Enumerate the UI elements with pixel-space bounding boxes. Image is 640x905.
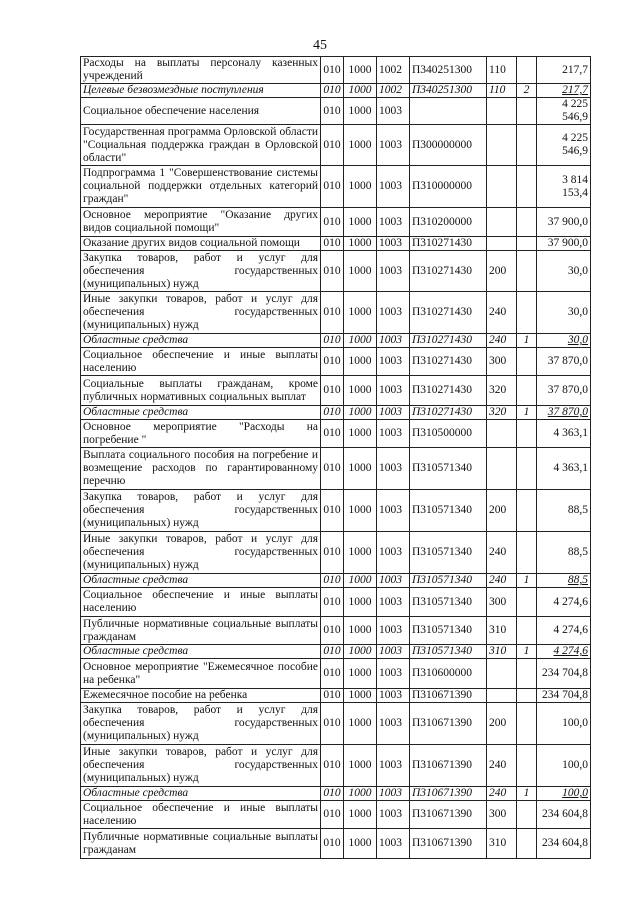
expense-type-cell [487, 125, 517, 166]
table-row [81, 703, 591, 745]
funding-source-cell [517, 237, 537, 251]
expense-name-cell: Основное мероприятие "Расходы на погребение " [81, 420, 321, 448]
article-code-cell: 1003 [377, 237, 410, 251]
table-row [81, 98, 591, 125]
target-code-cell [410, 98, 487, 125]
subsection-code-cell: 1000 [344, 98, 377, 125]
amount-cell: 37 900,0 [537, 208, 591, 237]
section-code-cell: 010 [321, 645, 344, 659]
subsection-code-cell: 1000 [344, 787, 377, 801]
subsection-code-cell: 1000 [344, 801, 377, 829]
funding-source-cell [517, 348, 537, 376]
article-code-cell: 1003 [377, 348, 410, 376]
article-code-cell: 1003 [377, 376, 410, 406]
expense-type-cell [487, 448, 517, 490]
target-code-cell: П310571340 [410, 617, 487, 645]
amount-cell: 4 363,1 [537, 420, 591, 448]
article-code-cell: 1003 [377, 829, 410, 859]
article-code-cell: 1003 [377, 689, 410, 703]
section-code-cell: 010 [321, 801, 344, 829]
article-code-cell: 1003 [377, 490, 410, 532]
funding-source-cell: 1 [517, 406, 537, 420]
table-row [81, 689, 591, 703]
subsection-code-cell: 1000 [344, 689, 377, 703]
funding-source-cell: 2 [517, 84, 537, 98]
target-code-cell: П310271430 [410, 251, 487, 292]
amount-cell: 217,7 [537, 84, 591, 98]
section-code-cell: 010 [321, 57, 344, 84]
expense-name-cell: Публичные нормативные социальные выплаты гражданам [81, 829, 321, 859]
expense-type-cell: 300 [487, 588, 517, 617]
table-row [81, 490, 591, 532]
expense-name-cell: Выплата социального пособия на погребение и возмещение расходов по гарантированному перечню [81, 448, 321, 490]
section-code-cell: 010 [321, 334, 344, 348]
expense-name-cell: Иные закупки товаров, работ и услуг для обеспечения государственных (муниципальных) нужд [81, 745, 321, 787]
table-row [81, 57, 591, 84]
table-row [81, 237, 591, 251]
funding-source-cell [517, 689, 537, 703]
expense-name-cell: Социальные выплаты гражданам, кроме публичных нормативных социальных выплат [81, 376, 321, 406]
article-code-cell: 1003 [377, 292, 410, 334]
expense-name-cell: Социальное обеспечение и иные выплаты населению [81, 348, 321, 376]
target-code-cell: П310671390 [410, 829, 487, 859]
amount-cell: 30,0 [537, 251, 591, 292]
funding-source-cell: 1 [517, 645, 537, 659]
target-code-cell: П310571340 [410, 532, 487, 574]
amount-cell: 30,0 [537, 292, 591, 334]
target-code-cell: П300000000 [410, 125, 487, 166]
article-code-cell: 1003 [377, 208, 410, 237]
expense-type-cell [487, 166, 517, 208]
target-code-cell: П310571340 [410, 645, 487, 659]
amount-cell: 4 274,6 [537, 645, 591, 659]
amount-cell: 234 704,8 [537, 659, 591, 689]
article-code-cell: 1003 [377, 334, 410, 348]
expense-type-cell: 320 [487, 376, 517, 406]
expense-name-cell: Областные средства [81, 645, 321, 659]
table-row [81, 588, 591, 617]
section-code-cell: 010 [321, 208, 344, 237]
subsection-code-cell: 1000 [344, 57, 377, 84]
section-code-cell: 010 [321, 490, 344, 532]
expense-type-cell: 310 [487, 645, 517, 659]
section-code-cell: 010 [321, 406, 344, 420]
target-code-cell: П310271430 [410, 376, 487, 406]
amount-cell: 88,5 [537, 574, 591, 588]
table-row [81, 659, 591, 689]
funding-source-cell [517, 208, 537, 237]
expense-name-cell: Социальное обеспечение населения [81, 98, 321, 125]
expense-name-cell: Областные средства [81, 787, 321, 801]
expense-name-cell: Основное мероприятие "Ежемесячное пособие на ребенка" [81, 659, 321, 689]
expense-type-cell: 110 [487, 57, 517, 84]
section-code-cell: 010 [321, 617, 344, 645]
subsection-code-cell: 1000 [344, 334, 377, 348]
amount-cell: 3 814 153,4 [537, 166, 591, 208]
subsection-code-cell: 1000 [344, 420, 377, 448]
subsection-code-cell: 1000 [344, 166, 377, 208]
article-code-cell: 1003 [377, 801, 410, 829]
funding-source-cell [517, 292, 537, 334]
expense-type-cell: 240 [487, 292, 517, 334]
subsection-code-cell: 1000 [344, 490, 377, 532]
section-code-cell: 010 [321, 98, 344, 125]
article-code-cell: 1003 [377, 787, 410, 801]
amount-cell: 37 900,0 [537, 237, 591, 251]
target-code-cell: П310671390 [410, 801, 487, 829]
table-row [81, 406, 591, 420]
expense-type-cell: 240 [487, 745, 517, 787]
section-code-cell: 010 [321, 829, 344, 859]
amount-cell: 217,7 [537, 57, 591, 84]
table-row [81, 376, 591, 406]
amount-cell: 88,5 [537, 532, 591, 574]
expense-name-cell: Иные закупки товаров, работ и услуг для обеспечения государственных (муниципальных) нужд [81, 532, 321, 574]
subsection-code-cell: 1000 [344, 659, 377, 689]
article-code-cell: 1003 [377, 703, 410, 745]
article-code-cell: 1003 [377, 532, 410, 574]
expense-name-cell: Подпрограмма 1 "Совершенствование системы социальной поддержки отдельных категорий граждан" [81, 166, 321, 208]
article-code-cell: 1003 [377, 588, 410, 617]
target-code-cell: П310571340 [410, 448, 487, 490]
funding-source-cell [517, 703, 537, 745]
budget-table [80, 56, 591, 859]
expense-name-cell: Целевые безвозмездные поступления [81, 84, 321, 98]
table-row [81, 645, 591, 659]
amount-cell: 4 274,6 [537, 617, 591, 645]
expense-name-cell: Закупка товаров, работ и услуг для обеспечения государственных (муниципальных) нужд [81, 490, 321, 532]
funding-source-cell [517, 745, 537, 787]
table-row [81, 166, 591, 208]
target-code-cell: П310671390 [410, 703, 487, 745]
table-row [81, 334, 591, 348]
table-row [81, 125, 591, 166]
target-code-cell: П310000000 [410, 166, 487, 208]
target-code-cell: П310571340 [410, 588, 487, 617]
expense-name-cell: Государственная программа Орловской области "Социальная поддержка граждан в Орловской области" [81, 125, 321, 166]
amount-cell: 4 225 546,9 [537, 125, 591, 166]
table-row [81, 292, 591, 334]
section-code-cell: 010 [321, 251, 344, 292]
subsection-code-cell: 1000 [344, 617, 377, 645]
funding-source-cell [517, 420, 537, 448]
article-code-cell: 1002 [377, 84, 410, 98]
table-row [81, 574, 591, 588]
expense-type-cell: 200 [487, 703, 517, 745]
funding-source-cell: 1 [517, 574, 537, 588]
target-code-cell: П340251300 [410, 57, 487, 84]
amount-cell: 37 870,0 [537, 348, 591, 376]
subsection-code-cell: 1000 [344, 237, 377, 251]
section-code-cell: 010 [321, 532, 344, 574]
amount-cell: 234 704,8 [537, 689, 591, 703]
article-code-cell: 1003 [377, 98, 410, 125]
funding-source-cell [517, 448, 537, 490]
expense-name-cell: Иные закупки товаров, работ и услуг для обеспечения государственных (муниципальных) нужд [81, 292, 321, 334]
expense-name-cell: Социальное обеспечение и иные выплаты населению [81, 588, 321, 617]
expense-type-cell: 200 [487, 251, 517, 292]
funding-source-cell [517, 829, 537, 859]
expense-type-cell: 300 [487, 801, 517, 829]
section-code-cell: 010 [321, 125, 344, 166]
section-code-cell: 010 [321, 376, 344, 406]
target-code-cell: П310271430 [410, 334, 487, 348]
amount-cell: 4 225 546,9 [537, 98, 591, 125]
subsection-code-cell: 1000 [344, 645, 377, 659]
subsection-code-cell: 1000 [344, 208, 377, 237]
section-code-cell: 010 [321, 237, 344, 251]
article-code-cell: 1003 [377, 448, 410, 490]
funding-source-cell [517, 532, 537, 574]
target-code-cell: П310671390 [410, 689, 487, 703]
target-code-cell: П310571340 [410, 490, 487, 532]
subsection-code-cell: 1000 [344, 84, 377, 98]
target-code-cell: П310500000 [410, 420, 487, 448]
amount-cell: 234 604,8 [537, 829, 591, 859]
funding-source-cell [517, 251, 537, 292]
expense-name-cell: Ежемесячное пособие на ребенка [81, 689, 321, 703]
funding-source-cell: 1 [517, 334, 537, 348]
table-row [81, 787, 591, 801]
subsection-code-cell: 1000 [344, 532, 377, 574]
subsection-code-cell: 1000 [344, 448, 377, 490]
section-code-cell: 010 [321, 703, 344, 745]
table-row [81, 251, 591, 292]
expense-name-cell: Расходы на выплаты персоналу казенных учреждений [81, 57, 321, 84]
expense-type-cell: 240 [487, 787, 517, 801]
funding-source-cell [517, 376, 537, 406]
target-code-cell: П310600000 [410, 659, 487, 689]
table-row [81, 348, 591, 376]
subsection-code-cell: 1000 [344, 348, 377, 376]
target-code-cell: П310271430 [410, 237, 487, 251]
target-code-cell: П310671390 [410, 787, 487, 801]
section-code-cell: 010 [321, 588, 344, 617]
expense-type-cell [487, 98, 517, 125]
table-row [81, 84, 591, 98]
expense-type-cell [487, 237, 517, 251]
expense-type-cell [487, 659, 517, 689]
expense-name-cell: Публичные нормативные социальные выплаты гражданам [81, 617, 321, 645]
expense-name-cell: Областные средства [81, 574, 321, 588]
section-code-cell: 010 [321, 659, 344, 689]
table-row [81, 208, 591, 237]
target-code-cell: П310200000 [410, 208, 487, 237]
table-row [81, 532, 591, 574]
funding-source-cell: 1 [517, 787, 537, 801]
section-code-cell: 010 [321, 745, 344, 787]
article-code-cell: 1003 [377, 745, 410, 787]
page-number: 45 [313, 38, 327, 53]
expense-type-cell: 310 [487, 617, 517, 645]
article-code-cell: 1003 [377, 251, 410, 292]
expense-name-cell: Закупка товаров, работ и услуг для обеспечения государственных (муниципальных) нужд [81, 251, 321, 292]
expense-type-cell: 240 [487, 574, 517, 588]
expense-type-cell: 320 [487, 406, 517, 420]
amount-cell: 30,0 [537, 334, 591, 348]
table-row [81, 829, 591, 859]
expense-type-cell: 200 [487, 490, 517, 532]
funding-source-cell [517, 801, 537, 829]
expense-type-cell: 300 [487, 348, 517, 376]
section-code-cell: 010 [321, 574, 344, 588]
expense-name-cell: Областные средства [81, 406, 321, 420]
table-row [81, 801, 591, 829]
section-code-cell: 010 [321, 166, 344, 208]
expense-name-cell: Закупка товаров, работ и услуг для обеспечения государственных (муниципальных) нужд [81, 703, 321, 745]
table-row [81, 448, 591, 490]
amount-cell: 100,0 [537, 745, 591, 787]
funding-source-cell [517, 57, 537, 84]
article-code-cell: 1002 [377, 57, 410, 84]
subsection-code-cell: 1000 [344, 703, 377, 745]
table-row [81, 420, 591, 448]
section-code-cell: 010 [321, 292, 344, 334]
subsection-code-cell: 1000 [344, 292, 377, 334]
expense-name-cell: Областные средства [81, 334, 321, 348]
target-code-cell: П310671390 [410, 745, 487, 787]
funding-source-cell [517, 490, 537, 532]
expense-type-cell [487, 689, 517, 703]
amount-cell: 37 870,0 [537, 406, 591, 420]
article-code-cell: 1003 [377, 125, 410, 166]
funding-source-cell [517, 588, 537, 617]
article-code-cell: 1003 [377, 166, 410, 208]
article-code-cell: 1003 [377, 420, 410, 448]
section-code-cell: 010 [321, 348, 344, 376]
expense-type-cell: 240 [487, 532, 517, 574]
expense-name-cell: Оказание других видов социальной помощи [81, 237, 321, 251]
subsection-code-cell: 1000 [344, 251, 377, 292]
target-code-cell: П310571340 [410, 574, 487, 588]
article-code-cell: 1003 [377, 574, 410, 588]
section-code-cell: 010 [321, 448, 344, 490]
table-row [81, 745, 591, 787]
section-code-cell: 010 [321, 420, 344, 448]
subsection-code-cell: 1000 [344, 406, 377, 420]
article-code-cell: 1003 [377, 645, 410, 659]
section-code-cell: 010 [321, 787, 344, 801]
funding-source-cell [517, 617, 537, 645]
expense-name-cell: Основное мероприятие "Оказание других видов социальной помощи" [81, 208, 321, 237]
amount-cell: 4 274,6 [537, 588, 591, 617]
target-code-cell: П310271430 [410, 292, 487, 334]
amount-cell: 37 870,0 [537, 376, 591, 406]
amount-cell: 234 604,8 [537, 801, 591, 829]
target-code-cell: П310271430 [410, 406, 487, 420]
target-code-cell: П310271430 [410, 348, 487, 376]
article-code-cell: 1003 [377, 617, 410, 645]
subsection-code-cell: 1000 [344, 376, 377, 406]
article-code-cell: 1003 [377, 406, 410, 420]
subsection-code-cell: 1000 [344, 125, 377, 166]
expense-name-cell: Социальное обеспечение и иные выплаты населению [81, 801, 321, 829]
subsection-code-cell: 1000 [344, 574, 377, 588]
funding-source-cell [517, 125, 537, 166]
amount-cell: 100,0 [537, 703, 591, 745]
amount-cell: 100,0 [537, 787, 591, 801]
expense-type-cell [487, 208, 517, 237]
expense-type-cell: 240 [487, 334, 517, 348]
expense-type-cell: 110 [487, 84, 517, 98]
subsection-code-cell: 1000 [344, 745, 377, 787]
funding-source-cell [517, 98, 537, 125]
funding-source-cell [517, 659, 537, 689]
expense-type-cell: 310 [487, 829, 517, 859]
amount-cell: 88,5 [537, 490, 591, 532]
article-code-cell: 1003 [377, 659, 410, 689]
funding-source-cell [517, 166, 537, 208]
subsection-code-cell: 1000 [344, 829, 377, 859]
section-code-cell: 010 [321, 689, 344, 703]
section-code-cell: 010 [321, 84, 344, 98]
subsection-code-cell: 1000 [344, 588, 377, 617]
expense-type-cell [487, 420, 517, 448]
target-code-cell: П340251300 [410, 84, 487, 98]
amount-cell: 4 363,1 [537, 448, 591, 490]
table-row [81, 617, 591, 645]
